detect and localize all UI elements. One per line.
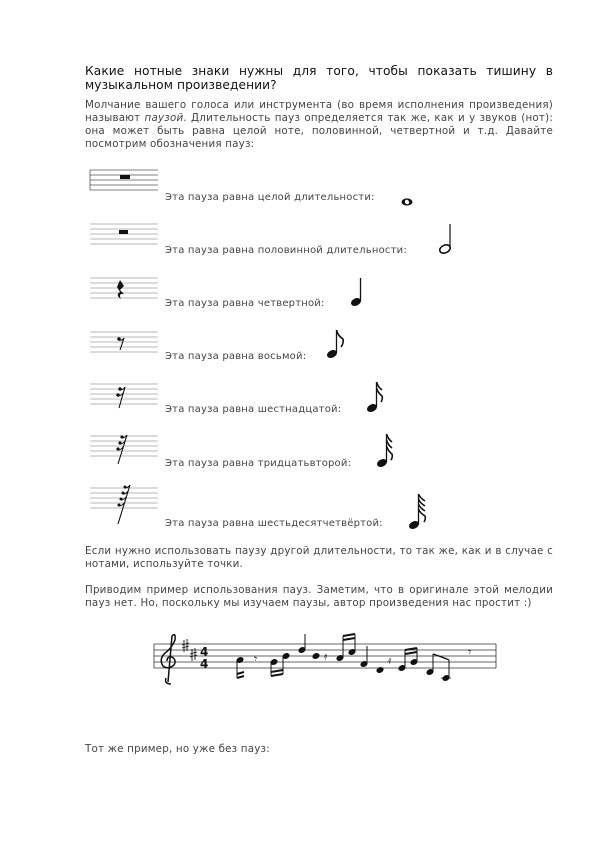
dots-paragraph: Если нужно использовать паузу другой длительности, то так же, как и в случае с нотами, используйте точки. (85, 545, 553, 570)
rest-row-eighth (88, 328, 558, 378)
rest-row-quarter (88, 274, 558, 324)
eighth-note-icon (326, 328, 346, 364)
intro-text-end: . Длительность пауз определяется так же, как и у звуков (нот): она может быть равна целой ноте, половинной, четвертной и т.д. Давайте посмотрим обозначения пауз: (85, 112, 554, 150)
music-staff-example-icon (150, 630, 500, 692)
quarter-rest-icon (88, 274, 160, 324)
intro-paragraph (85, 99, 553, 151)
rest-row-sixty-fourth (88, 484, 558, 534)
intro-term: паузой (144, 112, 184, 124)
rest-caption-eighth: Эта пауза равна восьмой: (165, 351, 307, 362)
rest-caption-sixty-fourth: Эта пауза равна шестьдесятчетвёртой: (165, 518, 383, 529)
whole-rest-icon (88, 166, 160, 216)
intro-text-start: Молчание вашего голоса или инструмента (во время исполнения произведения) называют (85, 99, 553, 124)
sixty-fourth-note-icon (408, 492, 430, 536)
example-paragraph: Приводим пример использования пауз. Заметим, что в оригинале этой мелодии пауз нет. Но, поскольку мы изучаем паузы, автор произведения нас простит :) (85, 584, 553, 609)
half-note-icon (438, 222, 456, 260)
rest-caption-half: Эта пауза равна половинной длительности: (165, 245, 407, 256)
sixty-fourth-rest-icon (88, 484, 160, 534)
eighth-rest-icon (88, 328, 160, 378)
whole-note-icon (400, 192, 414, 211)
thirty-second-note-icon (376, 432, 396, 474)
rest-caption-thirty-second: Эта пауза равна тридцатьвторой: (165, 458, 352, 469)
rest-caption-whole: Эта пауза равна целой длительности: (165, 192, 375, 203)
rest-row-half (88, 220, 558, 270)
svg-text:4: 4 (200, 645, 209, 659)
svg-text:4: 4 (200, 657, 209, 671)
sixteenth-note-icon (366, 380, 386, 420)
sixteenth-rest-icon (88, 380, 160, 430)
svg-text:𝄾: 𝄾 (254, 652, 258, 666)
rest-row-sixteenth (88, 380, 558, 430)
without-rests-paragraph: Тот же пример, но уже без пауз: (85, 743, 270, 755)
svg-text:𝄿: 𝄿 (324, 650, 328, 663)
rest-row-thirty-second (88, 432, 558, 482)
quarter-note-icon (350, 276, 366, 312)
half-rest-icon (88, 220, 160, 270)
rest-caption-quarter: Эта пауза равна четвертной: (165, 298, 325, 309)
page-heading: Какие нотные знаки нужны для того, чтобы показать тишину в музыкальном произведении? (85, 64, 553, 92)
rest-row-whole (88, 166, 558, 216)
thirty-second-rest-icon (88, 432, 160, 482)
svg-text:𝄿: 𝄿 (388, 654, 392, 667)
svg-text:𝄾: 𝄾 (468, 645, 472, 659)
rest-caption-sixteenth: Эта пауза равна шестнадцатой: (165, 404, 342, 415)
